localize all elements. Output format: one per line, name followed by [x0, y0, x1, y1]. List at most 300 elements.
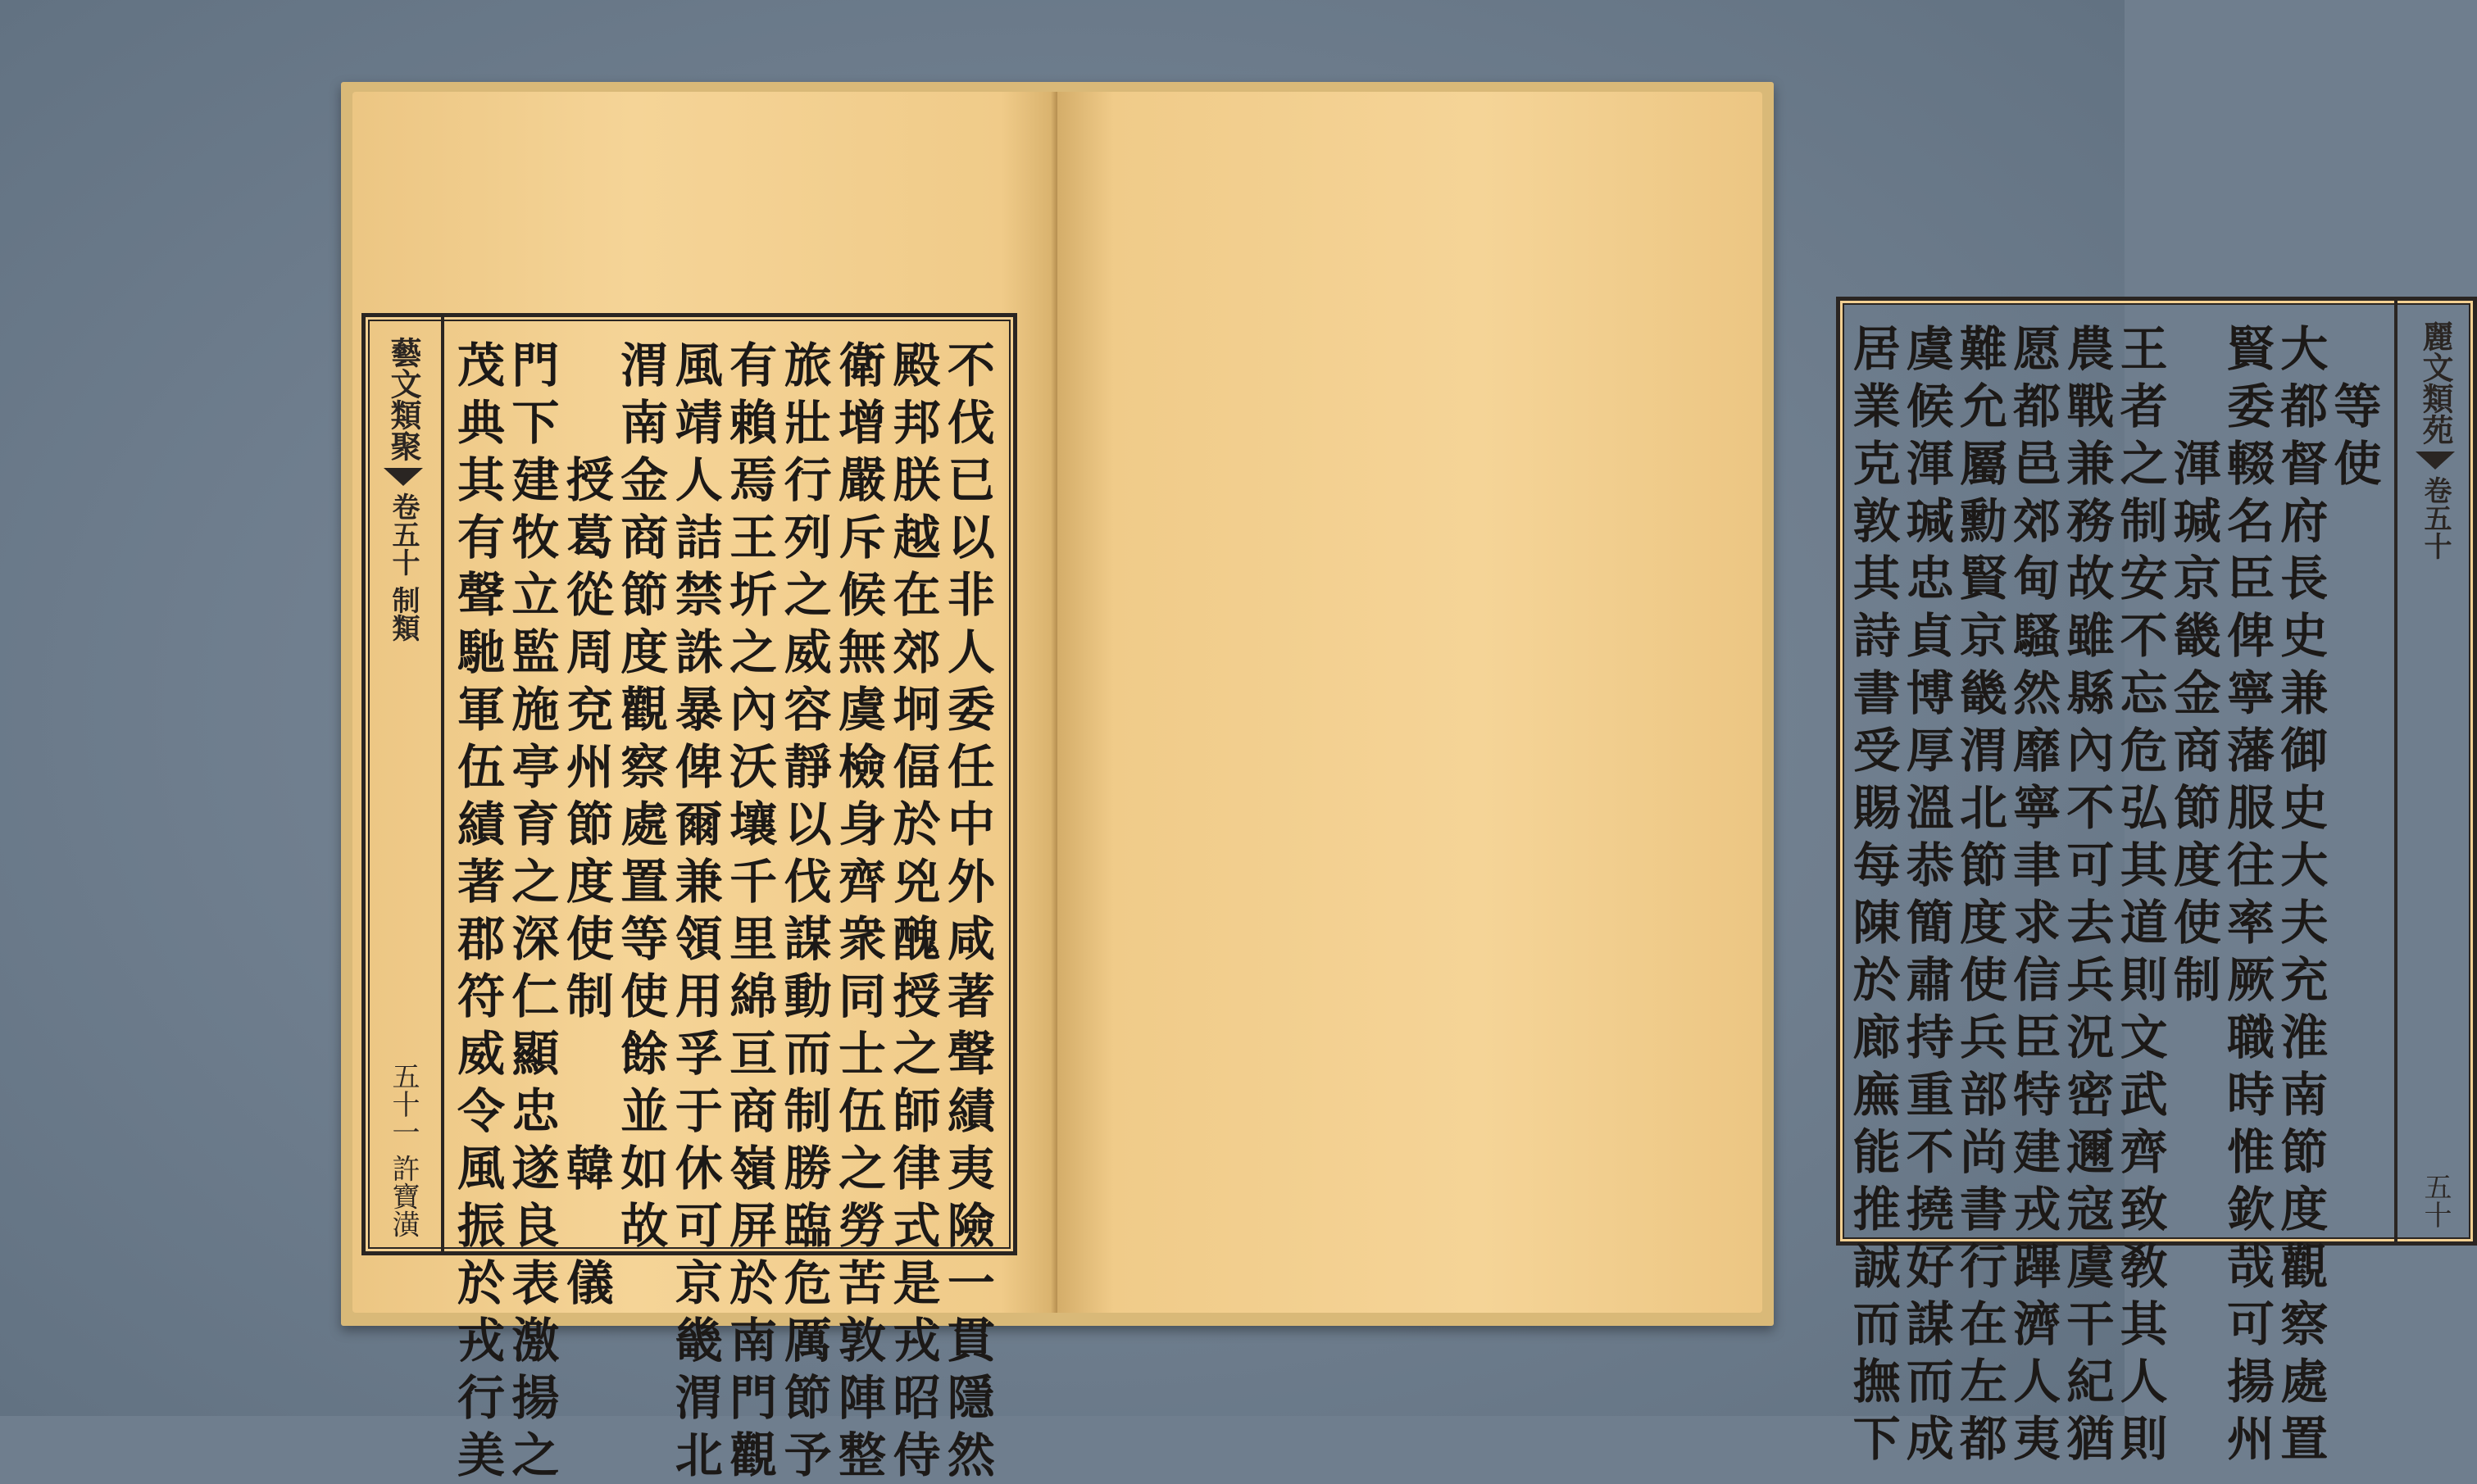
glyph: 壯 [784, 395, 832, 451]
glyph: 部 [1959, 1067, 2007, 1123]
glyph: 都 [2013, 379, 2061, 434]
glyph: 著 [457, 854, 505, 910]
left-page-frame [361, 313, 1017, 1483]
glyph: 行 [457, 1370, 505, 1426]
glyph: 增 [839, 395, 887, 451]
glyph: 符 [457, 969, 505, 1024]
glyph: 著 [947, 969, 995, 1024]
glyph: 使 [620, 969, 669, 1024]
glyph: 非 [947, 567, 995, 623]
glyph: 肅 [1906, 952, 1954, 1008]
glyph: 昭 [893, 1370, 941, 1426]
glyph: 持 [1906, 1010, 1954, 1065]
glyph: 內 [729, 682, 778, 737]
glyph: 可 [2226, 1296, 2275, 1352]
glyph: 屏 [729, 1198, 778, 1254]
glyph: 勳 [1959, 493, 2007, 549]
glyph: 式 [893, 1198, 941, 1254]
glyph: 大 [2280, 321, 2329, 377]
glyph: 韓 [566, 1141, 614, 1196]
glyph: 使 [566, 911, 614, 967]
glyph: 兇 [893, 854, 941, 910]
text-column [1957, 320, 2010, 1467]
text-column [2278, 320, 2331, 1467]
glyph: 暴 [675, 682, 723, 737]
glyph: 監 [511, 624, 560, 680]
glyph: 之 [784, 567, 832, 623]
glyph: 商 [620, 510, 669, 565]
glyph: 書 [1959, 1182, 2007, 1237]
glyph: 之 [729, 624, 778, 680]
glyph: 候 [1906, 379, 1954, 434]
glyph: 兵 [2066, 952, 2115, 1008]
glyph: 里 [729, 911, 778, 967]
glyph: 使 [2334, 436, 2382, 492]
glyph: 授 [893, 969, 941, 1024]
glyph: 長 [2280, 551, 2329, 606]
glyph: 爾 [675, 796, 723, 852]
glyph: 聲 [457, 567, 505, 623]
glyph: 弘 [2120, 780, 2168, 836]
glyph: 之 [893, 1026, 941, 1082]
glyph: 人 [2120, 1354, 2168, 1409]
glyph: 誅 [675, 624, 723, 680]
text-column [1903, 320, 1957, 1467]
glyph: 戎 [893, 1313, 941, 1368]
margin-divider [441, 317, 444, 1251]
glyph: 下 [1852, 1411, 1901, 1467]
glyph: 餘 [620, 1026, 669, 1082]
glyph: 府 [2280, 493, 2329, 549]
glyph: 厲 [784, 1313, 832, 1368]
glyph: 而 [784, 1026, 832, 1082]
glyph: 績 [457, 796, 505, 852]
glyph: 列 [784, 510, 832, 565]
glyph: 靖 [675, 395, 723, 451]
glyph: 安 [2120, 551, 2168, 606]
left-margin-bottom [369, 1062, 438, 1238]
glyph: 南 [2280, 1067, 2329, 1123]
glyph: 整 [839, 1427, 887, 1483]
glyph: 中 [947, 796, 995, 852]
glyph: 而 [1852, 1296, 1901, 1352]
glyph: 淮 [2280, 1010, 2329, 1065]
glyph: 險 [947, 1198, 995, 1254]
open-book [336, 82, 2454, 1483]
glyph: 任 [947, 739, 995, 795]
glyph: 於 [1852, 952, 1901, 1008]
glyph: 度 [620, 624, 669, 680]
glyph: 商 [729, 1083, 778, 1139]
glyph: 行 [784, 452, 832, 508]
glyph: 深 [511, 911, 560, 967]
glyph: 兗 [566, 682, 614, 737]
fish-tail-mark [384, 468, 423, 486]
glyph: 績 [947, 1083, 995, 1139]
glyph: 文 [2120, 1010, 2168, 1065]
text-column [2224, 320, 2277, 1467]
glyph: 廡 [1852, 1067, 1901, 1123]
glyph: 務 [2066, 493, 2115, 549]
glyph: 振 [457, 1198, 505, 1254]
glyph: 檢 [839, 739, 887, 795]
glyph: 之 [511, 1427, 560, 1483]
glyph: 行 [1959, 1239, 2007, 1295]
glyph: 不 [2120, 608, 2168, 664]
glyph: 人 [2013, 1354, 2061, 1409]
glyph: 以 [784, 796, 832, 852]
glyph: 千 [729, 854, 778, 910]
glyph: 輟 [2226, 436, 2275, 492]
glyph: 敎 [2120, 1239, 2168, 1295]
glyph: 休 [675, 1141, 723, 1196]
glyph: 儀 [566, 1255, 614, 1311]
glyph: 貫 [947, 1313, 995, 1368]
glyph: 成 [1906, 1411, 1954, 1467]
glyph: 撓 [1906, 1182, 1954, 1237]
glyph: 馳 [457, 624, 505, 680]
glyph: 制 [784, 1083, 832, 1139]
left-margin-column [369, 337, 438, 642]
glyph: 從 [566, 567, 614, 623]
glyph: 內 [2066, 723, 2115, 778]
glyph: 詩 [1852, 608, 1901, 664]
glyph [566, 1082, 614, 1140]
glyph: 賢 [1959, 551, 2007, 606]
glyph: 廊 [1852, 1010, 1901, 1065]
glyph: 王 [2120, 321, 2168, 377]
glyph: 率 [2226, 895, 2275, 951]
glyph: 於 [729, 1255, 778, 1311]
glyph: 伐 [784, 854, 832, 910]
glyph: 京 [2173, 551, 2221, 606]
text-column [508, 337, 562, 1483]
glyph: 虞 [839, 682, 887, 737]
right-margin-bottom [2401, 1173, 2470, 1228]
glyph: 克 [1852, 436, 1901, 492]
glyph: 予 [784, 1427, 832, 1483]
glyph: 以 [947, 510, 995, 565]
glyph: 聿 [2013, 837, 2061, 893]
glyph: 人 [947, 624, 995, 680]
glyph: 金 [620, 452, 669, 508]
glyph: 臨 [784, 1198, 832, 1254]
glyph: 殿 [893, 338, 941, 393]
glyph: 圻 [729, 567, 778, 623]
glyph: 隱 [947, 1370, 995, 1426]
glyph: 處 [2280, 1354, 2329, 1409]
glyph: 仁 [511, 969, 560, 1024]
glyph: 節 [1959, 837, 2007, 893]
glyph: 北 [1959, 780, 2007, 836]
glyph: 居 [1852, 321, 1901, 377]
text-column [781, 337, 835, 1483]
glyph: 美 [457, 1427, 505, 1483]
glyph: 茂 [457, 338, 505, 393]
glyph: 其 [2120, 1296, 2168, 1352]
glyph: 北 [675, 1427, 723, 1483]
glyph: 有 [457, 510, 505, 565]
glyph: 甸 [2013, 551, 2061, 606]
glyph: 朕 [893, 452, 941, 508]
glyph: 師 [893, 1083, 941, 1139]
glyph: 危 [2120, 723, 2168, 778]
glyph: 用 [675, 969, 723, 1024]
glyph: 坰 [893, 682, 941, 737]
glyph: 綿 [729, 969, 778, 1024]
right-page [1057, 92, 2454, 1467]
glyph: 於 [457, 1255, 505, 1311]
glyph: 容 [784, 682, 832, 737]
glyph: 然 [947, 1427, 995, 1483]
glyph: 已 [947, 452, 995, 508]
glyph: 夫 [2280, 895, 2329, 951]
glyph: 沃 [729, 739, 778, 795]
glyph: 節 [784, 1370, 832, 1426]
glyph: 度 [2173, 837, 2221, 893]
glyph: 寧 [2226, 665, 2275, 721]
glyph: 節 [566, 796, 614, 852]
glyph: 敦 [1852, 493, 1901, 549]
glyph: 顯 [511, 1026, 560, 1082]
glyph: 一 [947, 1255, 995, 1311]
glyph: 觀 [620, 682, 669, 737]
glyph: 在 [1959, 1296, 2007, 1352]
glyph: 置 [2280, 1411, 2329, 1467]
margin-divider [2394, 301, 2397, 1241]
glyph: 恭 [1906, 837, 1954, 893]
glyph: 州 [566, 739, 614, 795]
glyph: 置 [620, 854, 669, 910]
glyph: 良 [511, 1198, 560, 1254]
glyph: 服 [2226, 780, 2275, 836]
glyph: 厚 [1906, 723, 1954, 778]
glyph: 委 [2226, 379, 2275, 434]
glyph: 簡 [1906, 895, 1954, 951]
glyph: 危 [784, 1255, 832, 1311]
glyph: 去 [2066, 895, 2115, 951]
text-column [617, 337, 671, 1254]
glyph: 靜 [784, 739, 832, 795]
glyph: 威 [784, 624, 832, 680]
text-column [835, 337, 889, 1483]
glyph: 貞 [1906, 608, 1954, 664]
glyph: 同 [839, 969, 887, 1024]
glyph: 難 [1959, 321, 2007, 377]
glyph: 之 [839, 1141, 887, 1196]
glyph: 農 [2066, 321, 2115, 377]
glyph: 表 [511, 1255, 560, 1311]
glyph: 處 [620, 796, 669, 852]
glyph: 伍 [839, 1083, 887, 1139]
glyph: 建 [2013, 1124, 2061, 1180]
glyph: 委 [947, 682, 995, 737]
glyph: 藩 [2226, 723, 2275, 778]
glyph: 邦 [893, 395, 941, 451]
glyph: 門 [511, 338, 560, 393]
glyph: 建 [511, 452, 560, 508]
glyph: 制 [2173, 952, 2221, 1008]
glyph: 嚴 [839, 452, 887, 508]
glyph: 寧 [2013, 780, 2061, 836]
glyph: 兵 [1959, 1010, 2007, 1065]
glyph: 咸 [947, 911, 995, 967]
left-margin-title: 藝文類聚 [385, 337, 422, 461]
glyph: 受 [1852, 723, 1901, 778]
glyph: 忘 [2120, 665, 2168, 721]
glyph: 畿 [2173, 608, 2221, 664]
glyph: 牧 [511, 510, 560, 565]
glyph: 名 [2226, 493, 2275, 549]
glyph: 葛 [566, 510, 614, 565]
glyph: 往 [2226, 837, 2275, 893]
glyph: 其 [457, 452, 505, 508]
glyph: 戎 [457, 1313, 505, 1368]
glyph: 忠 [1906, 551, 1954, 606]
glyph: 勞 [839, 1198, 887, 1254]
glyph: 亭 [511, 739, 560, 795]
glyph: 節 [2280, 1124, 2329, 1180]
glyph: 勝 [784, 1141, 832, 1196]
glyph: 惟 [2226, 1124, 2275, 1180]
glyph: 陳 [1852, 895, 1901, 951]
glyph: 典 [457, 395, 505, 451]
glyph: 猶 [2066, 1411, 2115, 1467]
glyph: 焉 [729, 452, 778, 508]
glyph: 聲 [947, 1026, 995, 1082]
glyph: 州 [2226, 1411, 2275, 1467]
text-column [454, 337, 508, 1483]
right-text-body [1850, 320, 2384, 1467]
glyph: 撫 [1852, 1354, 1901, 1409]
glyph: 況 [2066, 1010, 2115, 1065]
glyph: 京 [1959, 608, 2007, 664]
text-column [726, 337, 780, 1483]
glyph: 軍 [457, 682, 505, 737]
glyph: 謀 [1906, 1296, 1954, 1352]
glyph: 好 [1906, 1239, 1954, 1295]
glyph: 夷 [2013, 1411, 2061, 1467]
glyph: 偪 [893, 739, 941, 795]
text-column [2170, 320, 2224, 1228]
text-column [672, 337, 726, 1483]
glyph: 育 [511, 796, 560, 852]
glyph: 下 [511, 395, 560, 451]
glyph: 靡 [2013, 723, 2061, 778]
text-column [2331, 320, 2384, 1228]
glyph: 之 [511, 854, 560, 910]
glyph: 有 [729, 338, 778, 393]
glyph: 溫 [1906, 780, 1954, 836]
glyph: 人 [675, 452, 723, 508]
glyph: 周 [566, 624, 614, 680]
glyph: 門 [729, 1370, 778, 1426]
glyph: 制 [566, 969, 614, 1024]
glyph: 其 [1852, 551, 1901, 606]
glyph: 都 [1959, 1411, 2007, 1467]
glyph: 使 [1959, 952, 2007, 1008]
glyph: 律 [893, 1141, 941, 1196]
glyph: 不 [947, 338, 995, 393]
glyph: 令 [457, 1083, 505, 1139]
right-margin-title: 麗文類苑 [2417, 320, 2454, 445]
glyph: 渭 [675, 1370, 723, 1426]
glyph: 度 [566, 854, 614, 910]
glyph: 無 [839, 624, 887, 680]
left-margin-page-number: 五十一 許寶潢 [387, 1062, 420, 1238]
glyph: 激 [511, 1313, 560, 1368]
glyph: 度 [1959, 895, 2007, 951]
text-column [944, 337, 998, 1483]
glyph: 不 [1906, 1124, 1954, 1180]
glyph: 充 [2280, 952, 2329, 1008]
glyph: 風 [675, 338, 723, 393]
text-column [1850, 320, 1903, 1467]
glyph: 俾 [675, 739, 723, 795]
glyph: 然 [2013, 665, 2061, 721]
glyph: 度 [2280, 1182, 2329, 1237]
glyph: 於 [893, 796, 941, 852]
text-column [2011, 320, 2064, 1467]
glyph: 縣 [2066, 665, 2115, 721]
glyph: 是 [893, 1255, 941, 1311]
glyph: 候 [839, 567, 887, 623]
glyph: 夷 [947, 1141, 995, 1196]
glyph: 兼 [2066, 436, 2115, 492]
glyph: 密 [2066, 1067, 2115, 1123]
glyph: 厥 [2226, 952, 2275, 1008]
glyph: 者 [2120, 379, 2168, 434]
glyph: 重 [1906, 1067, 1954, 1123]
glyph: 屬 [1959, 436, 2007, 492]
glyph: 詰 [675, 510, 723, 565]
glyph: 蹕 [2013, 1239, 2061, 1295]
glyph: 兼 [2280, 665, 2329, 721]
glyph: 左 [1959, 1354, 2007, 1409]
glyph: 特 [2013, 1067, 2061, 1123]
glyph: 節 [2173, 780, 2221, 836]
glyph: 渭 [620, 338, 669, 393]
glyph: 節 [620, 567, 669, 623]
glyph: 商 [2173, 723, 2221, 778]
glyph: 賢 [2226, 321, 2275, 377]
glyph: 畿 [675, 1313, 723, 1368]
glyph: 尚 [1959, 1124, 2007, 1180]
glyph: 邇 [2066, 1124, 2115, 1180]
text-column [563, 337, 617, 1311]
glyph: 郡 [457, 911, 505, 967]
glyph: 書 [1852, 665, 1901, 721]
glyph: 王 [729, 510, 778, 565]
glyph: 則 [2120, 952, 2168, 1008]
left-text-body [454, 337, 998, 1483]
left-margin-volume: 卷五十 制類 [387, 492, 420, 642]
glyph: 則 [2120, 1411, 2168, 1467]
glyph: 斥 [839, 510, 887, 565]
right-page-frame [1836, 297, 2477, 1467]
glyph: 並 [620, 1083, 669, 1139]
glyph [566, 1025, 614, 1082]
glyph: 紀 [2066, 1354, 2115, 1409]
glyph: 如 [620, 1141, 669, 1196]
glyph: 于 [675, 1083, 723, 1139]
glyph: 風 [457, 1141, 505, 1196]
glyph: 大 [2280, 837, 2329, 893]
glyph: 侍 [893, 1427, 941, 1483]
glyph: 在 [893, 567, 941, 623]
glyph: 郊 [2013, 493, 2061, 549]
glyph: 故 [2066, 551, 2115, 606]
